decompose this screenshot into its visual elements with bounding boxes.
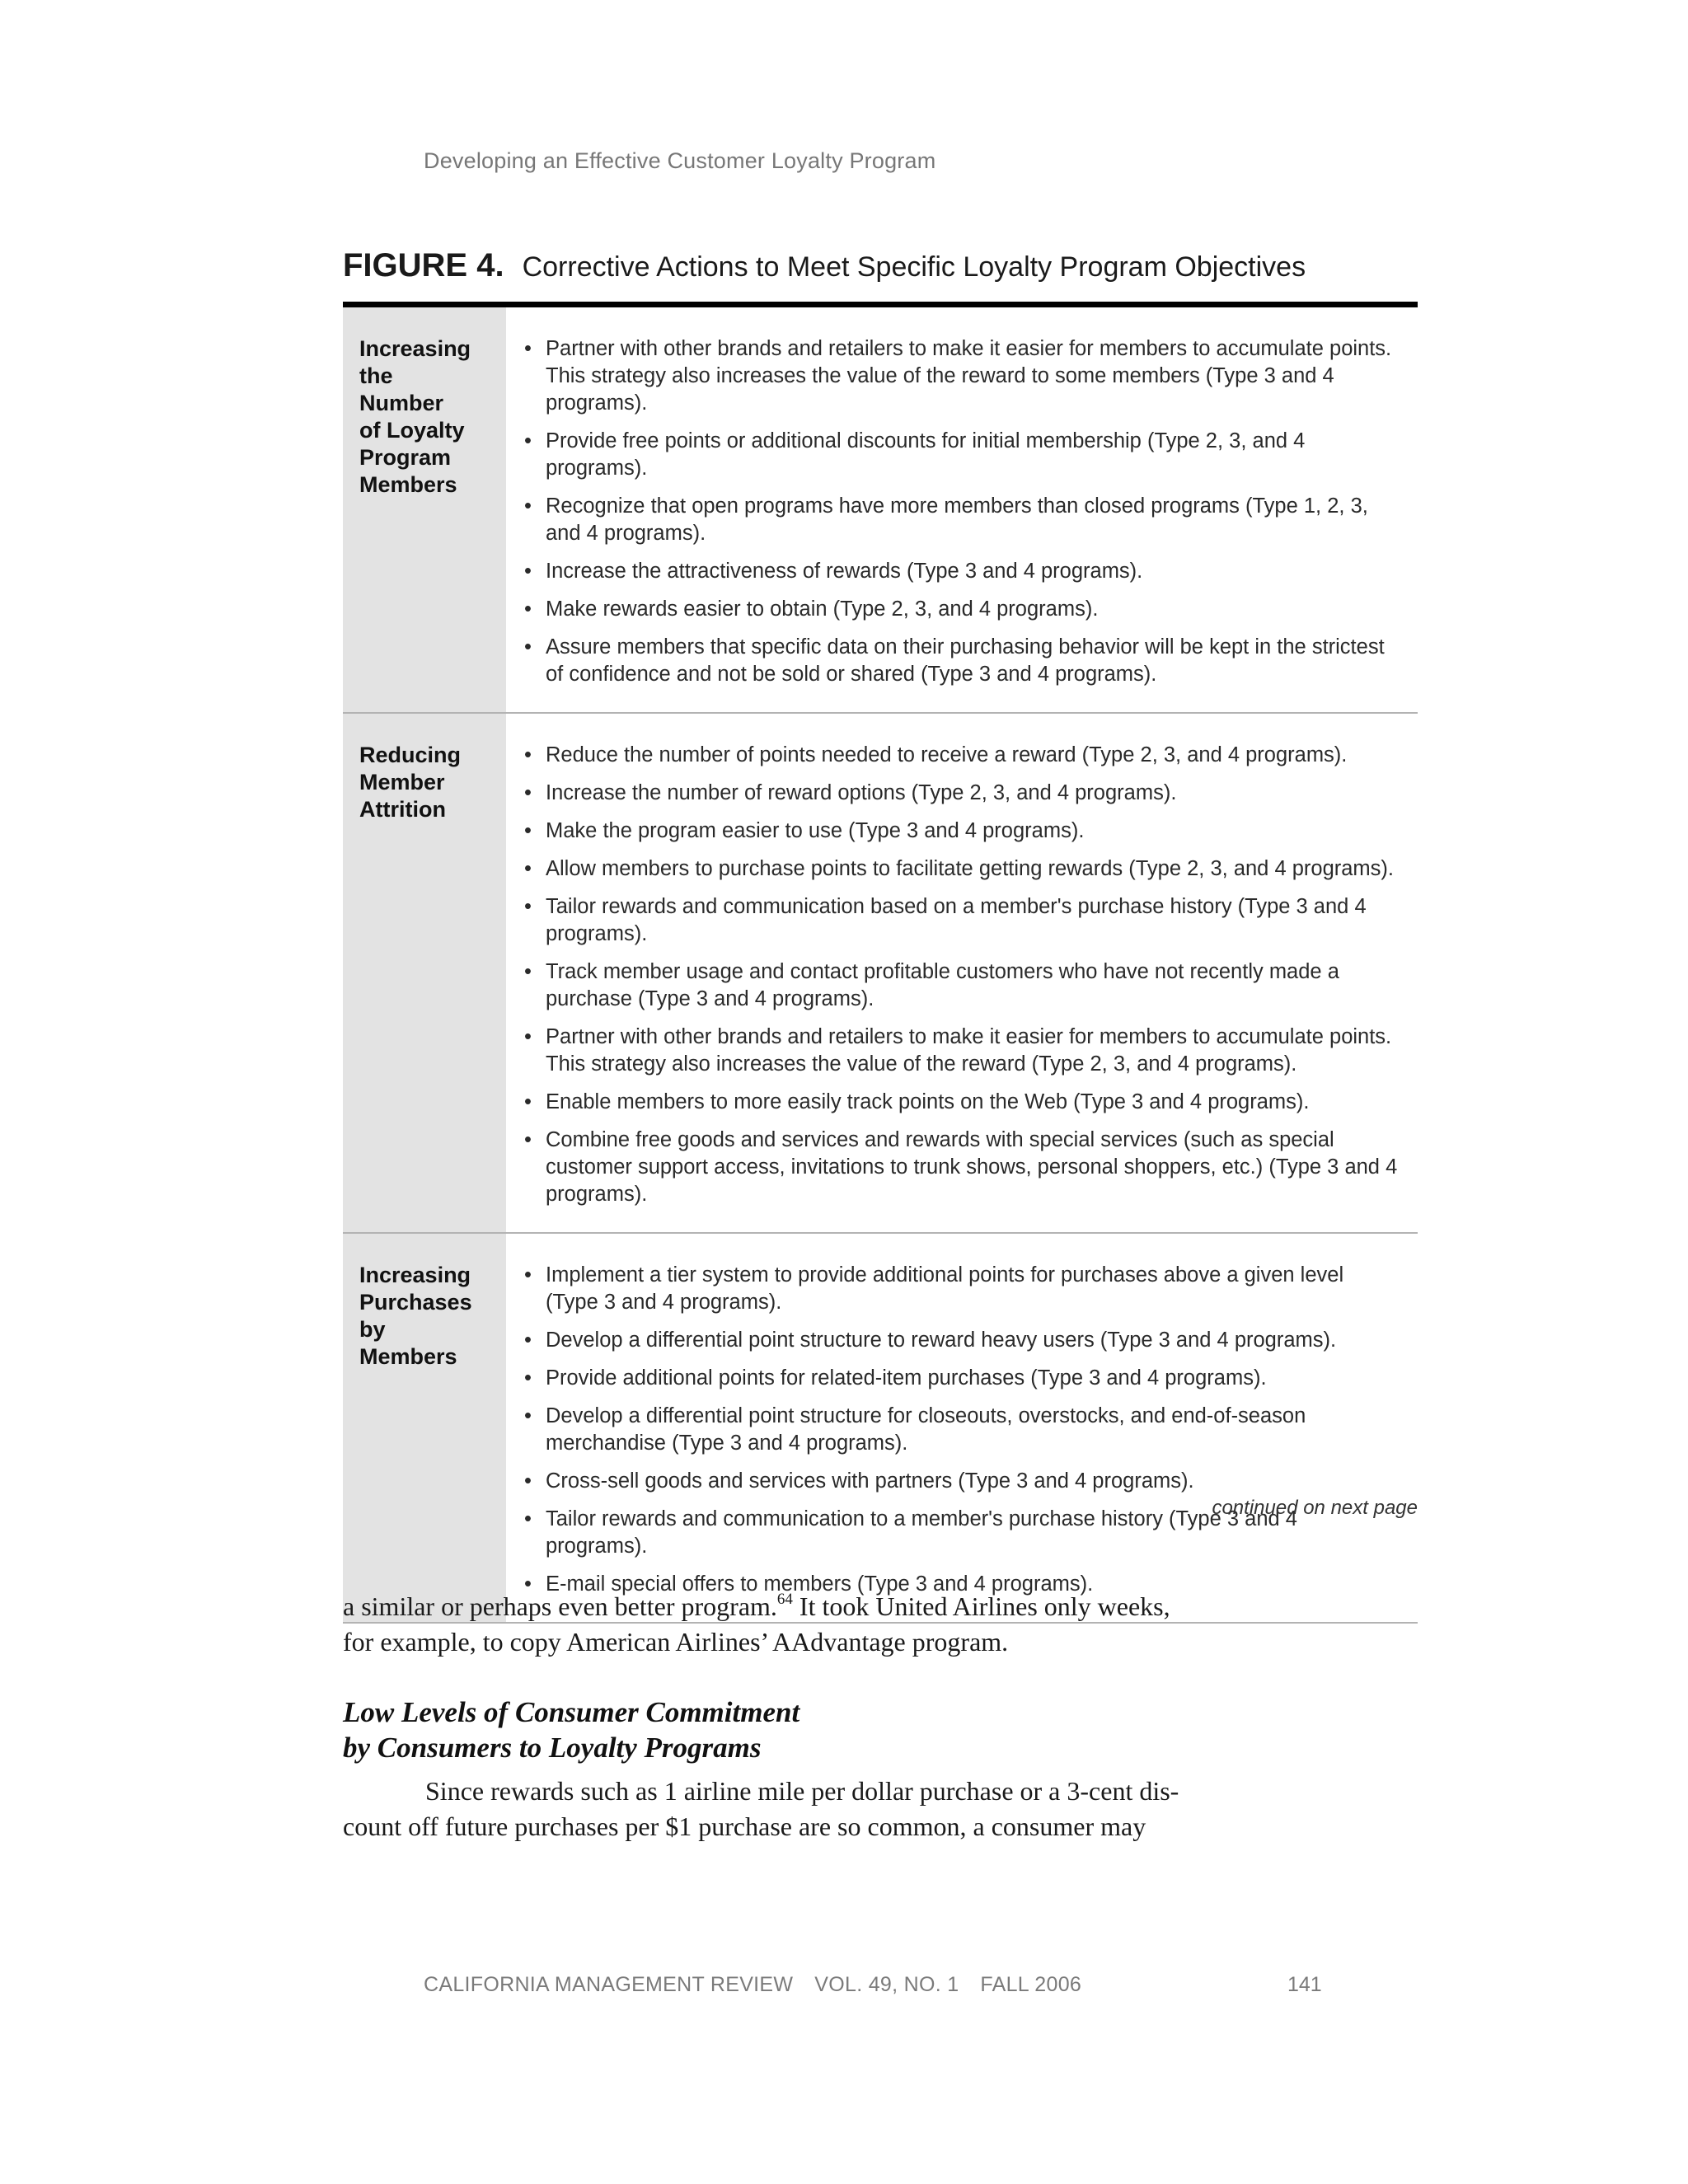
table-row xyxy=(343,714,1418,1234)
page-footer xyxy=(424,1973,1103,1997)
list-item: • Partner with other brands and retailers to make it easier for members to accumulate points. This strategy also increases the value of the reward (Type 2, 3, and 4 programs). xyxy=(523,1024,1401,1078)
action-list xyxy=(523,335,1401,688)
list-item: • Track member usage and contact profitable customers who have not recently made a purchase (Type 3 and 4 programs). xyxy=(523,958,1401,1013)
section-heading: Low Levels of Consumer Commitment by Consumers to Loyalty Programs xyxy=(343,1696,800,1764)
row-heading-members: Increasing the Number of Loyalty Program Members xyxy=(343,307,506,712)
list-item: • Implement a tier system to provide additional points for purchases above a given level (Type 3 and 4 programs). xyxy=(523,1262,1401,1316)
list-item: • Develop a differential point structure to reward heavy users (Type 3 and 4 programs). xyxy=(523,1327,1401,1354)
list-item: • Reduce the number of points needed to receive a reward (Type 2, 3, and 4 programs). xyxy=(523,742,1401,769)
footnote-ref[interactable]: 64 xyxy=(776,1591,793,1608)
action-list xyxy=(523,742,1401,1208)
row-heading-attrition: Reducing Member Attrition xyxy=(343,714,506,1232)
list-item: • Increase the number of reward options (Type 2, 3, and 4 programs). xyxy=(523,780,1401,807)
running-head: Developing an Effective Customer Loyalty Program xyxy=(424,148,936,173)
row-actions xyxy=(506,307,1418,712)
page-number: 141 xyxy=(1287,1973,1322,1996)
body-paragraph: Since rewards such as 1 airline mile per dollar purchase or a 3-cent dis- count off future purchases per $1 purchase are so common, a consumer may xyxy=(343,1776,1179,1841)
journal-issue: FALL 2006 xyxy=(980,1973,1082,1996)
list-item: • Tailor rewards and communication to a member's purchase history (Type 3 and 4 programs). xyxy=(523,1506,1401,1560)
list-item: • Increase the attractiveness of rewards (Type 3 and 4 programs). xyxy=(523,558,1401,585)
list-item: • Cross-sell goods and services with partners (Type 3 and 4 programs). xyxy=(523,1468,1401,1495)
list-item: • Combine free goods and services and rewards with special services (such as special customer support access, invitations to trunk shows, personal shoppers, etc.) (Type 3 and 4 programs). xyxy=(523,1127,1401,1208)
list-item: • Provide free points or additional discounts for initial membership (Type 2, 3, and 4 programs). xyxy=(523,428,1401,482)
row-actions xyxy=(506,714,1418,1232)
list-item: • Recognize that open programs have more members than closed programs (Type 1, 2, 3, and 4 programs). xyxy=(523,493,1401,547)
figure-title: Corrective Actions to Meet Specific Loyalty Program Objectives xyxy=(522,251,1306,283)
list-item: • Make rewards easier to obtain (Type 2, 3, and 4 programs). xyxy=(523,596,1401,623)
list-item: • Allow members to purchase points to facilitate getting rewards (Type 2, 3, and 4 programs). xyxy=(523,855,1401,883)
table-row xyxy=(343,1234,1418,1624)
list-item: • Enable members to more easily track points on the Web (Type 3 and 4 programs). xyxy=(523,1089,1401,1116)
figure-label: FIGURE 4. xyxy=(343,247,504,284)
list-item: • Partner with other brands and retailers to make it easier for members to accumulate points. This strategy also increases the value of the reward to some members (Type 3 and 4 programs). xyxy=(523,335,1401,417)
journal-name: CALIFORNIA MANAGEMENT REVIEW xyxy=(424,1973,794,1996)
journal-volume: VOL. 49, NO. 1 xyxy=(814,1973,959,1996)
figure-table xyxy=(343,307,1418,1624)
list-item: • E-mail special offers to members (Type 3 and 4 programs). xyxy=(523,1571,1401,1598)
row-actions xyxy=(506,1234,1418,1622)
list-item: • Develop a differential point structure for closeouts, overstocks, and end-of-season merchandise (Type 3 and 4 programs). xyxy=(523,1403,1401,1457)
list-item: • Provide additional points for related-item purchases (Type 3 and 4 programs). xyxy=(523,1365,1401,1392)
list-item: • Assure members that specific data on their purchasing behavior will be kept in the strictest of confidence and not be sold or shared (Type 3 and 4 programs). xyxy=(523,634,1401,688)
table-row xyxy=(343,307,1418,714)
list-item: • Tailor rewards and communication based on a member's purchase history (Type 3 and 4 programs). xyxy=(523,893,1401,948)
body-paragraph: a similar or perhaps even better program.$^{64}$ It took United Airlines only weeks, for example, to copy American Airlines’ AAdvantage program. xyxy=(343,1591,1170,1657)
figure-caption xyxy=(343,247,1418,284)
list-item: • Make the program easier to use (Type 3 and 4 programs). xyxy=(523,818,1401,845)
row-heading-purchases: Increasing Purchases by Members xyxy=(343,1234,506,1622)
action-list xyxy=(523,1262,1401,1598)
figure-top-rule xyxy=(343,302,1418,307)
continued-note: continued on next page xyxy=(1212,1497,1418,1519)
